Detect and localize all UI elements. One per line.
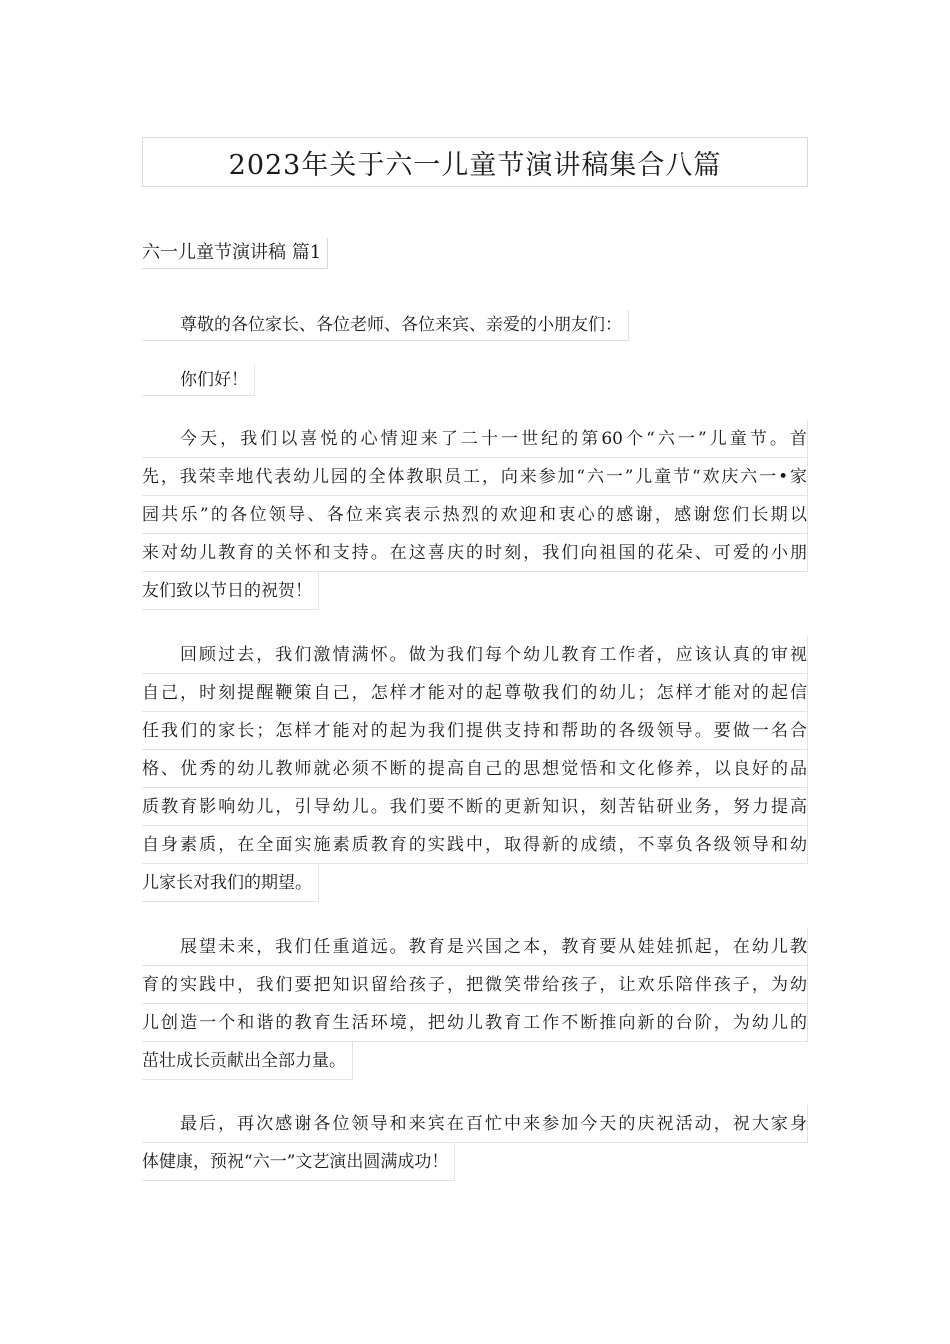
paragraph-1: [142, 420, 808, 615]
paragraph-line: 格、优秀的幼儿教师就必须不断的提高自己的思想觉悟和文化修养，以良好的品: [142, 750, 808, 788]
paragraph-line: 来对幼儿教育的关怀和支持。在这喜庆的时刻，我们向祖国的花朵、可爱的小朋: [142, 534, 808, 572]
paragraph-line: 最后，再次感谢各位领导和来宾在百忙中来参加今天的庆祝活动，祝大家身: [142, 1105, 808, 1143]
greeting-line: 你们好！: [142, 365, 255, 396]
paragraph-line: 自身素质，在全面实施素质教育的实践中，取得新的成绩，不辜负各级领导和幼: [142, 826, 808, 864]
section-heading: 六一儿童节演讲稿 篇1: [142, 238, 328, 269]
paragraph-line: 儿创造一个和谐的教育生活环境，把幼儿教育工作不断推向新的台阶，为幼儿的: [142, 1004, 808, 1042]
paragraph-line: 育的实践中，我们要把知识留给孩子，把微笑带给孩子，让欢乐陪伴孩子，为幼: [142, 966, 808, 1004]
paragraph-line: 先，我荣幸地代表幼儿园的全体教职员工，向来参加“六一”儿童节“欢庆六一•家: [142, 458, 808, 496]
paragraph-line: 自己，时刻提醒鞭策自己，怎样才能对的起尊敬我们的幼儿；怎样才能对的起信: [142, 674, 808, 712]
paragraph-line: 回顾过去，我们激情满怀。做为我们每个幼儿教育工作者，应该认真的审视: [142, 636, 808, 674]
paragraph-3: [142, 928, 808, 1085]
paragraph-line: 任我们的家长；怎样才能对的起为我们提供支持和帮助的各级领导。要做一名合: [142, 712, 808, 750]
paragraph-line: 体健康，预祝“六一”文艺演出圆满成功！: [142, 1143, 455, 1181]
paragraph-line: 质教育影响幼儿，引导幼儿。我们要不断的更新知识，刻苦钻研业务，努力提高: [142, 788, 808, 826]
paragraph-line: 茁壮成长贡献出全部力量。: [142, 1042, 353, 1080]
paragraph-2: [142, 636, 808, 907]
salutation-line: 尊敬的各位家长、各位老师、各位来宾、亲爱的小朋友们：: [142, 310, 629, 341]
paragraph-line: 友们致以节日的祝贺！: [142, 572, 319, 610]
paragraph-line: 儿家长对我们的期望。: [142, 864, 319, 902]
paragraph-line: 今天，我们以喜悦的心情迎来了二十一世纪的第60个“六一”儿童节。首: [142, 420, 808, 458]
paragraph-line: 展望未来，我们任重道远。教育是兴国之本，教育要从娃娃抓起，在幼儿教: [142, 928, 808, 966]
paragraph-line: 园共乐”的各位领导、各位来宾表示热烈的欢迎和衷心的感谢，感谢您们长期以: [142, 496, 808, 534]
document-title: 2023年关于六一儿童节演讲稿集合八篇: [142, 137, 808, 187]
paragraph-4: [142, 1105, 808, 1186]
